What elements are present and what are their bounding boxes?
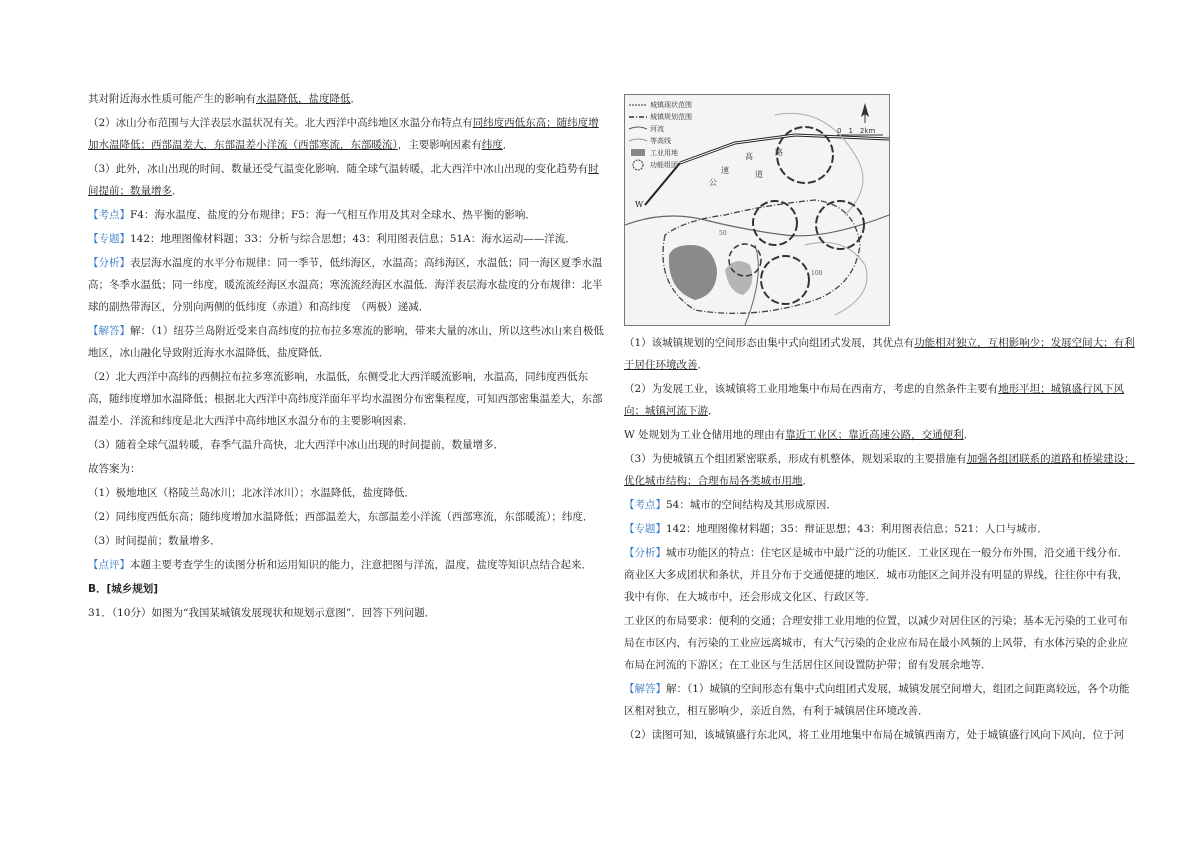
town-map-svg <box>625 95 889 325</box>
para-2: （2）冰山分布范围与大洋表层水温状况有关。北大西洋中高纬地区水温分布特点有同纬度西低东高；随纬度增加水温降低；西部温差大，东部温差小洋流（西部寒流，东部暖流），主要影响因素有纬度． <box>88 117 599 151</box>
jieda-3: （3）随着全球气温转暖，春季气温升高快，北大西洋中冰山出现的时间提前，数量增多． <box>88 439 505 451</box>
right-column <box>624 332 1136 748</box>
answer-2: （2）同纬度西低东高；随纬度增加水温降低；西部温差大，东部温差小洋流（西部寒流，东部暖流）；纬度． <box>88 511 594 523</box>
zhuanti: 【专题】142：地理图像材料题；33：分析与综合思想；43：利用图表信息；51A：海水运动——洋流． <box>88 233 576 245</box>
r-para-1: （1）该城镇规划的空间形态由集中式向组团式发展，其优点有功能相对独立，互相影响少；发展空间大；有利于居住环境改善． <box>624 337 1135 371</box>
legend-item-4: 工业用地 <box>650 149 678 157</box>
jieda-2: （2）北大西洋中高纬的西侧拉布拉多寒流影响，水温低，东侧受北大西洋暖流影响，水温高，同纬度西低东高，随纬度增加水温降低；根据北大西洋中高纬度洋面年平均水温图分布密集程度，可知西部密集温差大，东部温差小．洋流和纬度是北大西洋中高纬地区水温分布的主要影响因素． <box>88 371 603 427</box>
para-1: 其对附近海水性质可能产生的影响有水温降低，盐度降低． <box>88 93 361 105</box>
r-para-3: W 处规划为工业仓储用地的理由有靠近工业区；靠近高速公路，交通便利． <box>624 429 975 441</box>
road-label-2: 速 <box>721 166 729 175</box>
dianping: 【点评】本题主要考查学生的读图分析和运用知识的能力，注意把图与洋流，温度，盐度等知识点结合起来． <box>88 559 592 571</box>
kaodian: 【考点】F4：海水温度、盐度的分布规律；F5：海一气相互作用及其对全球水、热平衡的影响． <box>88 209 536 221</box>
label-w: W <box>635 200 644 209</box>
town-map-figure <box>624 94 890 326</box>
r-jieda-2: （2）读图可知，该城镇盛行东北风，将工业用地集中布局在城镇西南方，处于城镇盛行风向下风向，位于河 <box>624 729 1125 741</box>
answer-label: 故答案为： <box>88 463 141 475</box>
contour-100: 100 <box>811 270 823 277</box>
legend-item-1: 城镇规划范围 <box>650 113 692 121</box>
road-label-5: 道 <box>755 170 763 179</box>
legend-item-0: 城镇现状范围 <box>650 101 692 109</box>
question-31: 31．（10分）如图为“我国某城镇发展现状和规划示意图”．回答下列问题． <box>88 607 436 619</box>
contour-50: 50 <box>719 230 727 237</box>
road-label-3: 公 <box>709 178 717 187</box>
r-fenxi: 【分析】城市功能区的特点：住宅区是城市中最广泛的功能区．工业区现在一般分布外围，沿交通干线分布．商业区大多成团状和条状，并且分布于交通便捷的地区．城市功能区之间并没有明显的界线，往往你中有我，我中有你．在大城市中，还会形成文化区、行政区等． <box>624 547 1128 603</box>
road-label-4: 路 <box>775 148 783 157</box>
r-gongye: 工业区的布局要求：便利的交通；合理安排工业用地的位置，以减少对居住区的污染；基本无污染的工业可布局在市区内，有污染的工业应远离城市，有大气污染的企业应布局在最小风频的上风带，有水体污染的企业应布局在河流的下游区；在工业区与生活居住区间设置防护带；留有发展余地等． <box>624 615 1128 671</box>
answer-3: （3）时间提前；数量增多． <box>88 535 221 547</box>
r-zhuanti: 【专题】142：地理图像材料题；35：辩证思想；43：利用图表信息；521：人口与城市． <box>624 523 1048 535</box>
answer-1: （1）极地地区（格陵兰岛冰川；北冰洋冰川）；水温降低，盐度降低． <box>88 487 415 499</box>
para-3: （3）此外，冰山出现的时间、数量还受气温变化影响．随全球气温转暖，北大西洋中冰山出现的变化趋势有时间提前；数量增多． <box>88 163 599 197</box>
r-para-2: （2）为发展工业，该城镇将工业用地集中布局在西南方，考虑的自然条件主要有地形平坦；城镇盛行风下风向；城镇河流下游． <box>624 383 1125 417</box>
fenxi: 【分析】表层海水温度的水平分布规律：同一季节，低纬海区，水温高；高纬海区，水温低；同一海区夏季水温高；冬季水温低；同一纬度，暖流流经海区水温高；寒流流经海区水温低．海洋表层海水盐度的分布规律：北半球的副热带海区，分别向两侧的低纬度（赤道）和高纬度 （两极）递减． <box>88 257 603 313</box>
road-label-1: 高 <box>745 152 753 161</box>
r-para-4: （3）为使城镇五个组团紧密联系，形成有机整体，规划采取的主要措施有加强各组团联系的道路和桥梁建设；优化城市结构；合理布局各类城市用地． <box>624 453 1135 487</box>
r-kaodian: 【考点】54：城市的空间结构及其形成原因． <box>624 499 837 511</box>
scale-label: 0 1 2km <box>837 127 876 135</box>
legend-item-2: 河流 <box>650 125 664 133</box>
section-heading: B．[城乡规划] <box>88 583 159 595</box>
legend-item-3: 等高线 <box>650 137 671 145</box>
left-column <box>88 88 608 626</box>
r-jieda: 【解答】解：（1）城镇的空间形态有集中式向组团式发展，城镇发展空间增大，组团之间距离较远，各个功能区相对独立，相互影响少，亲近自然，有利于城镇居住环境改善． <box>624 683 1130 717</box>
jieda: 【解答】解：（1）纽芬兰岛附近受来自高纬度的拉布拉多寒流的影响，带来大量的冰山，所以这些冰山来自极低地区，冰山融化导致附近海水水温降低，盐度降低． <box>88 325 604 359</box>
legend-item-5: 功能组团 <box>650 161 678 169</box>
